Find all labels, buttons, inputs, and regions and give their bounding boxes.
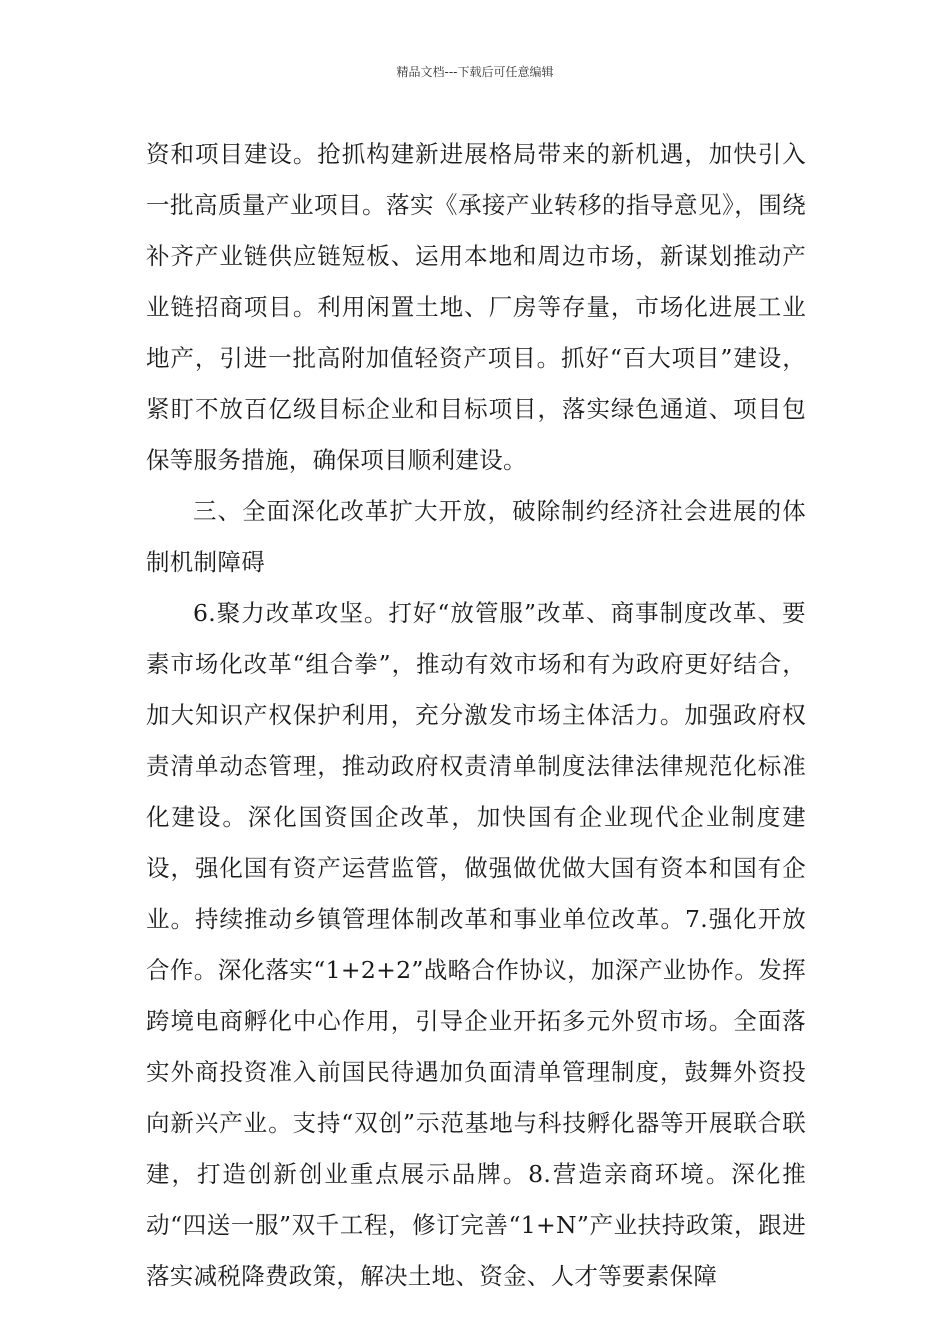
page-header: 精品文档---下载后可任意编辑 bbox=[396, 65, 554, 79]
section-heading-three: 三、全面深化改革扩大开放，破除制约经济社会进展的体制机制障碍 bbox=[146, 497, 806, 576]
paragraph-reform: 6.聚力改革攻坚。打好“放管服”改革、商事制度改革、要素市场化改革“组合拳”，推动有效市场和有为政府更好结合，加大知识产权保护利用，充分激发市场主体活力。加强政府权责清单动态管理，推动政府权责清单制度法律法律规范化标准化建设。深化国资国企改革，加快国有企业现代企业制度建设，强化国有资产运营监管，做强做优做大国有资本和国有企业。持续推动乡镇管理体制改革和事业单位改革。7.强化开放合作。深化落实“1+2+2”战略合作协议，加深产业协作。发挥跨境电商孵化中心作用，引导企业开拓多元外贸市场。全面落实外商投资准入前国民待遇加负面清单管理制度，鼓舞外资投向新兴产业。支持“双创”示范基地与科技孵化器等开展联合联建，打造创新创业重点展示品牌。8.营造亲商环境。深化推动“四送一服”双千工程，修订完善“1+N”产业扶持政策，跟进落实减税降费政策，解决土地、资金、人才等要素保障 bbox=[146, 599, 806, 1290]
paragraph-continuation: 资和项目建设。抢抓构建新进展格局带来的新机遇，加快引入一批高质量产业项目。落实《承接产业转移的指导意见》，围绕补齐产业链供应链短板、运用本地和周边市场，新谋划推动产业链招商项目。利用闲置土地、厂房等存量，市场化进展工业地产，引进一批高附加值轻资产项目。抓好“百大项目”建设，紧盯不放百亿级目标企业和目标项目，落实绿色通道、项目包保等服务措施，确保项目顺利建设。 bbox=[146, 140, 806, 474]
document-body bbox=[146, 129, 806, 1302]
